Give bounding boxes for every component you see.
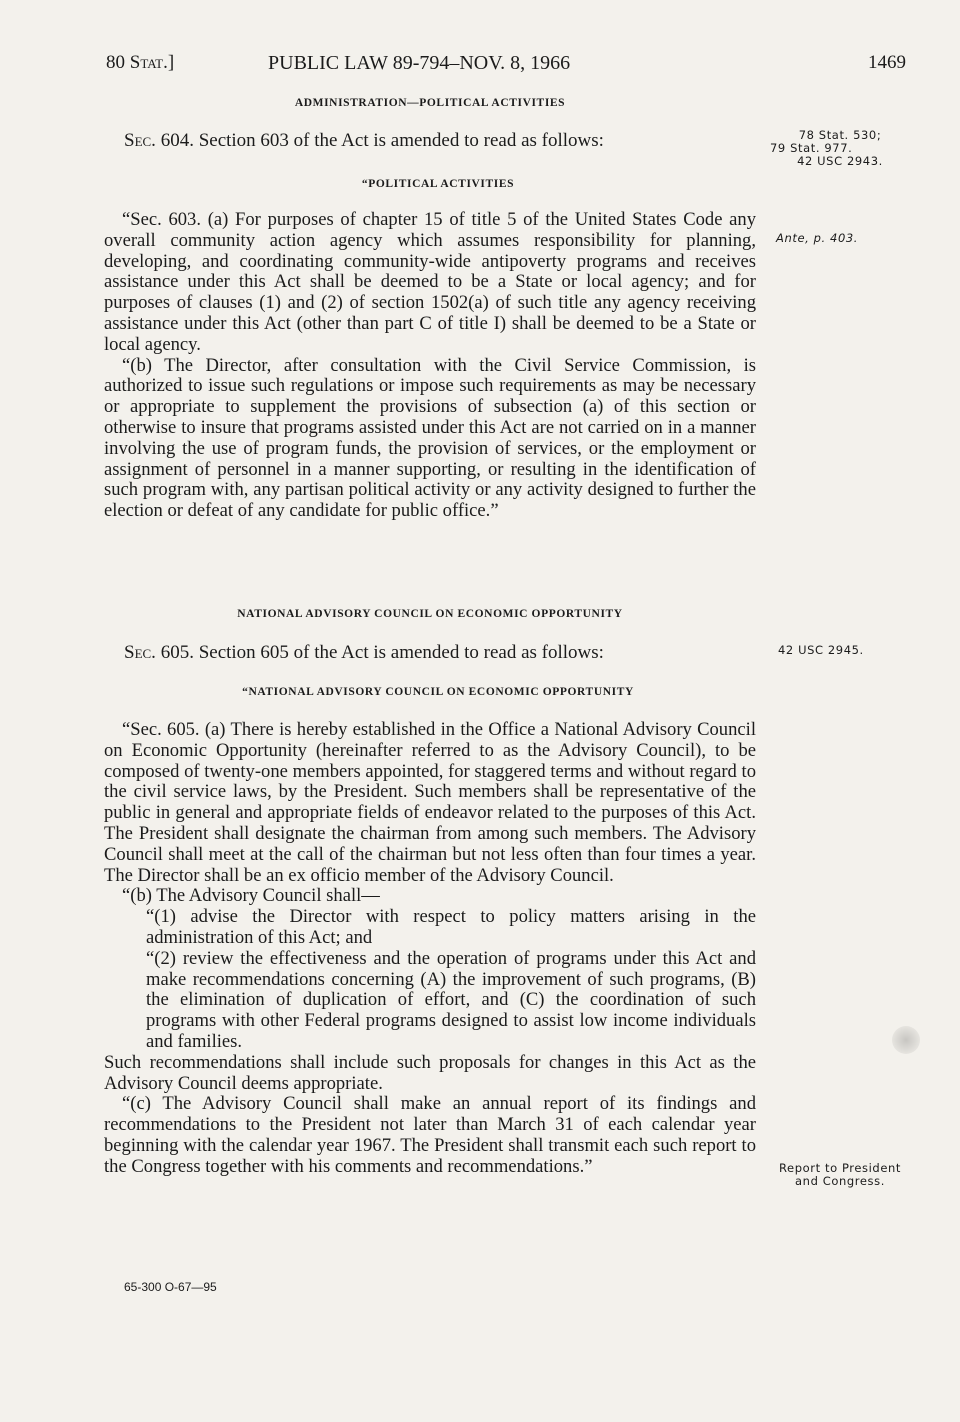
section-605-heading: NATIONAL ADVISORY COUNCIL ON ECONOMIC OPPORTUNITY — [237, 608, 623, 620]
margin-note-line: 78 Stat. 530; — [798, 128, 882, 142]
duty-item-2: “(2) review the effectiveness and the operation of programs under this Act and make recommendations concerning (A) the improvement of such programs, (B) the elimination of duplication of effort, and (C) the coordination of such programs with other Federal programs designed to assist low income individuals and families. — [146, 947, 756, 1052]
duties-list — [104, 907, 756, 1053]
political-activities-subheading: “POLITICAL ACTIVITIES — [361, 178, 515, 190]
sec-603-paragraph-a: “Sec. 603. (a) For purposes of chapter 15 of title 5 of the United States Code any overall community action agency which assumes responsibility for planning, developing, and coordinating community-wide antipoverty programs and receives assistance under this Act shall be deemed to be a State or local agency; and for purposes of clauses (1) and (2) of section 1502(a) of such title any agency receiving assistance under this Act (other than part C of title I) shall be deemed to be a State or local agency. — [104, 209, 756, 355]
margin-note-line: 79 Stat. 977. — [770, 141, 853, 155]
sec-label: Sec. — [124, 642, 156, 663]
margin-note-ante: Ante, p. 403. — [776, 231, 859, 245]
sec-label: Sec. — [124, 130, 156, 151]
print-code: 65-300 O-67—95 — [124, 1280, 217, 1294]
sec-604-text: 604. Section 603 of the Act is amended to read as follows: — [160, 130, 604, 151]
section-604-line — [124, 130, 604, 152]
section-605-body — [104, 720, 756, 1178]
sec-603-paragraph-b: “(b) The Director, after consultation with the Civil Service Commission, is authorized to issue such regulations or impose such requirements as may be necessary or appropriate to supplement the provisions of subsection (a) of this section or otherwise to insure that programs assisted under this Act are not carried on in a manner involving the use of program funds, the provision of services, or the employment or assignment of personnel in a manner supporting, or resulting in the identification of such program with, any partisan political activity or any activity designed to further the election or defeat of any candidate for public office.” — [104, 354, 756, 522]
section-605-line — [124, 642, 604, 664]
duty-item-1: “(1) advise the Director with respect to policy matters arising in the administration of this Act; and — [146, 906, 756, 948]
margin-note-citations — [770, 129, 890, 168]
sec-605-paragraph-c: “(c) The Advisory Council shall make an annual report of its findings and recommendations to the President not later than March 31 of each calendar year beginning with the calendar year 1967. The President shall transmit each such report to the Congress together with his comments and recommendations.” — [104, 1093, 756, 1177]
stat-reference: 80 Stat.] — [106, 52, 175, 73]
recommendations-closing: Such recommendations shall include such proposals for changes in this Act as the Advisory Council deems appropriate. — [104, 1051, 756, 1094]
advisory-council-subheading: “NATIONAL ADVISORY COUNCIL ON ECONOMIC OPPORTUNITY — [242, 686, 634, 698]
margin-note-line: 42 USC 2943. — [797, 154, 883, 168]
running-header — [106, 52, 906, 82]
margin-note-report: Report to President and Congress. — [778, 1161, 902, 1188]
sec-605-paragraph-a: “Sec. 605. (a) There is hereby established in the Office a National Advisory Council on Economic Opportunity (hereinafter referred to as the Advisory Council), to be composed of twenty-one members appointed, for staggered terms and without regard to the civil service laws, by the President. Such members shall be representative of the public in general and appropriate fields of endeavor related to the purposes of this Act. The President shall designate the chairman from among such members. The Advisory Council shall meet at the call of the chairman but not less often than four times a year. The Director shall be an ex officio member of the Advisory Council. — [104, 719, 756, 886]
sec-605-paragraph-b-intro: “(b) The Advisory Council shall— — [122, 885, 380, 907]
section-604-body — [104, 210, 756, 522]
section-604-heading: ADMINISTRATION—POLITICAL ACTIVITIES — [294, 97, 566, 109]
page-number: 1469 — [868, 52, 906, 73]
sec-605-text: 605. Section 605 of the Act is amended to read as follows: — [160, 642, 604, 663]
ink-smudge — [892, 1026, 920, 1054]
law-title: PUBLIC LAW 89-794–NOV. 8, 1966 — [268, 52, 571, 74]
margin-note-42-usc-2945: 42 USC 2945. — [778, 643, 864, 657]
